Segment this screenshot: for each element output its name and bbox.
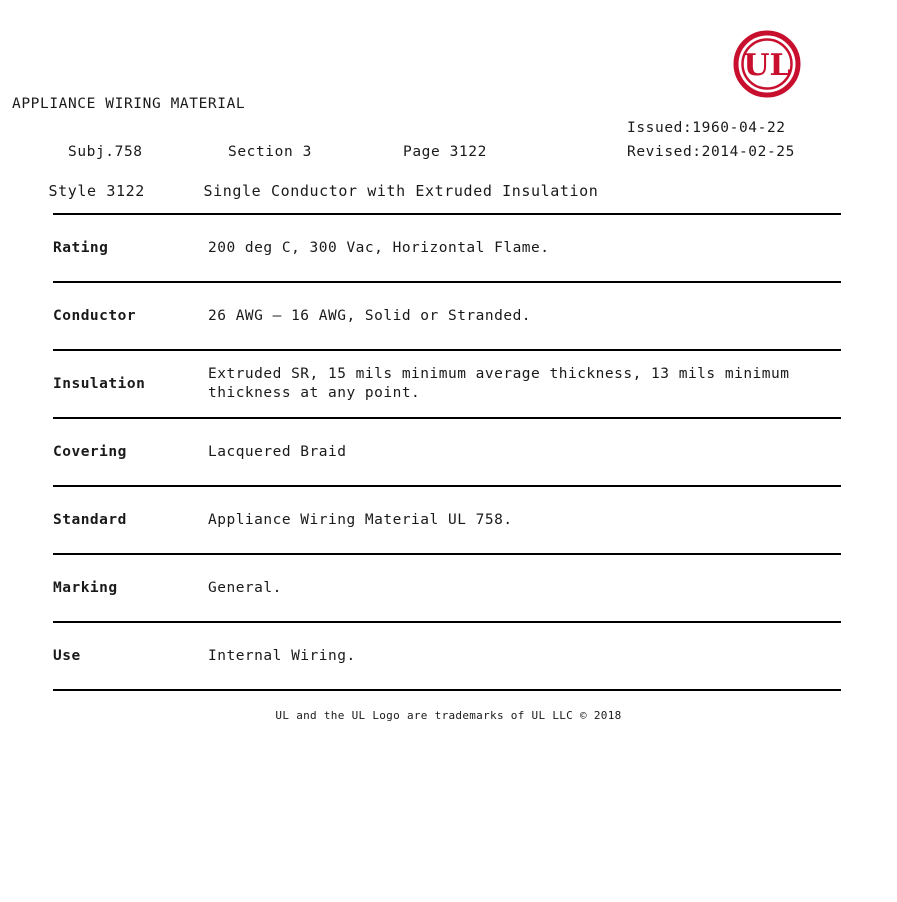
row-label: Rating	[53, 240, 109, 256]
header-subject: Subj.758	[67, 144, 143, 160]
header-page: Page 3122	[402, 144, 487, 160]
row-value: General.	[208, 579, 282, 596]
header-meta-line-2	[12, 140, 812, 164]
style-label: Style 3122	[48, 182, 145, 200]
row-value: Internal Wiring.	[208, 647, 356, 664]
trademark-footer: UL and the UL Logo are trademarks of UL LLC © 2018	[275, 709, 622, 722]
row-label: Insulation	[53, 376, 146, 392]
row-label: Covering	[53, 444, 127, 460]
specification-table	[53, 213, 841, 691]
row-value: 26 AWG – 16 AWG, Solid or Stranded.	[208, 307, 532, 324]
table-row	[53, 554, 841, 622]
table-row	[53, 622, 841, 690]
table-row	[53, 214, 841, 282]
ul-logo-icon	[733, 30, 801, 98]
row-label: Conductor	[53, 308, 137, 324]
table-row	[53, 418, 841, 486]
header-issued-date: Issued:1960-04-22	[627, 120, 786, 136]
document-header	[12, 92, 812, 164]
table-row	[53, 282, 841, 350]
row-label: Marking	[53, 580, 118, 596]
table-row	[53, 350, 841, 418]
header-title: APPLIANCE WIRING MATERIAL	[12, 96, 246, 112]
svg-text:UL: UL	[743, 48, 791, 83]
row-value: Extruded SR, 15 mils minimum average thickness, 13 mils minimum thickness at any point.	[208, 366, 790, 401]
style-line	[10, 164, 598, 218]
row-value: 200 deg C, 300 Vac, Horizontal Flame.	[208, 239, 550, 256]
table-row	[53, 486, 841, 554]
row-value: Appliance Wiring Material UL 758.	[208, 511, 513, 528]
row-label: Standard	[53, 512, 127, 528]
style-description: Single Conductor with Extruded Insulation	[203, 182, 599, 200]
row-label: Use	[53, 648, 81, 664]
header-section: Section 3	[227, 144, 312, 160]
header-revised-date: Revised:2014-02-25	[627, 144, 795, 160]
row-value: Lacquered Braid	[208, 443, 347, 460]
